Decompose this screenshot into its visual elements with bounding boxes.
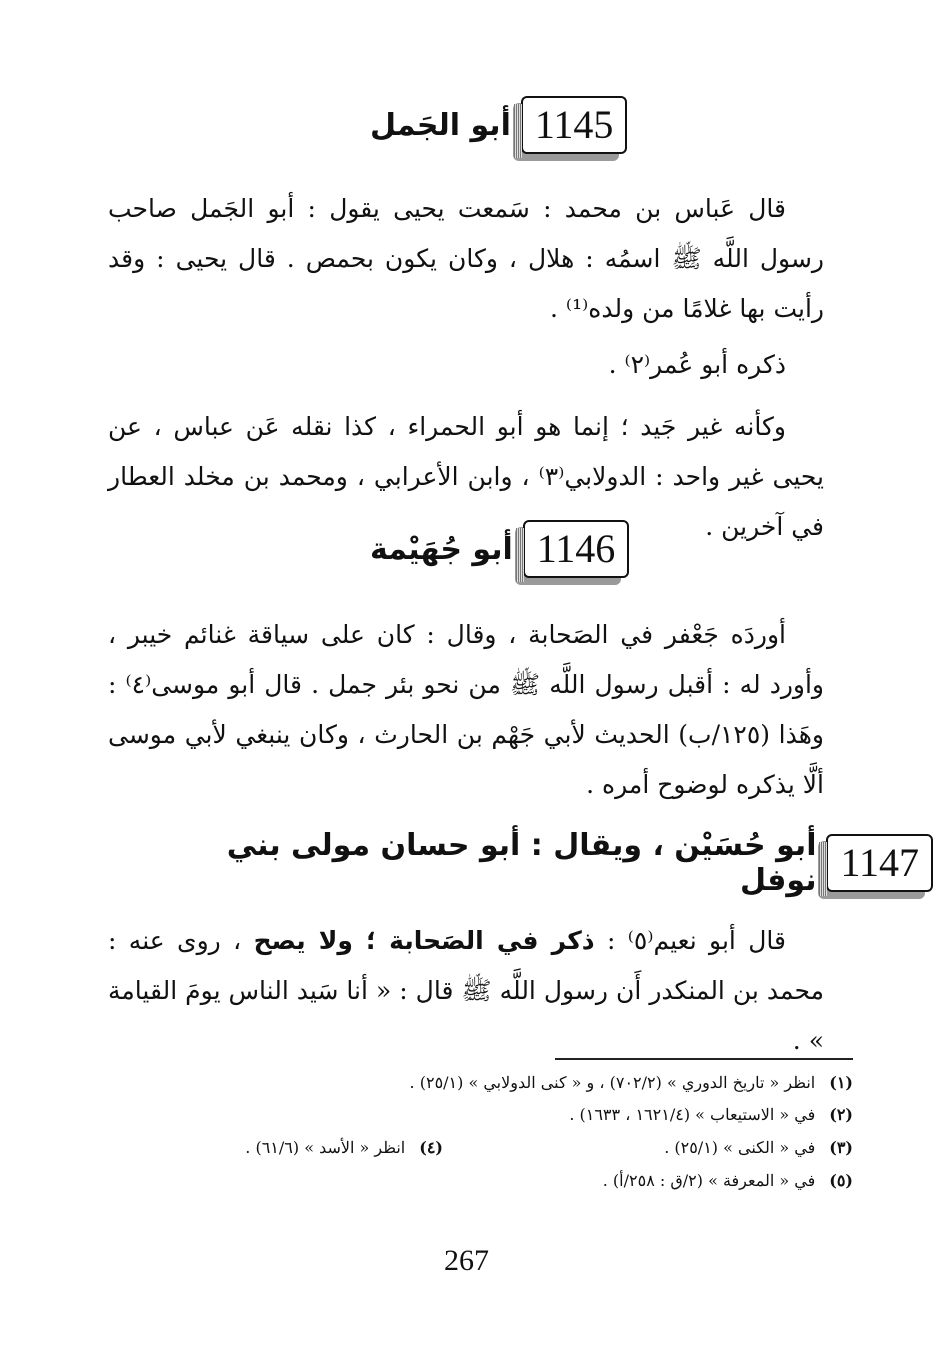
footnote-text: في « الاستيعاب » (١٦٢١/٤ ، ١٦٣٣) . [569, 1105, 816, 1124]
paragraph-text: ، روى عنه : محمد بن المنكدر أَن رسول اللَّه ﷺ قال : « أنا سَيد الناس يومَ القيامة » . [108, 926, 824, 1055]
footnote-text: انظر « تاريخ الدوري » (٧٠٢/٢) ، و « كنى الدولابي » (٢٥/١) . [409, 1073, 816, 1092]
entry-heading-1145 [370, 96, 627, 154]
entry-number: 1146 [536, 526, 616, 571]
footnote [245, 1137, 443, 1159]
footnote-number: (٤) [419, 1138, 443, 1157]
paragraph [108, 916, 824, 1066]
footnote-number: (٥) [829, 1171, 853, 1190]
footnote-number: (٣) [829, 1138, 853, 1157]
footnote [664, 1137, 853, 1159]
entry-heading-1146 [370, 520, 629, 578]
entry-title: أبو حُسَيْن ، ويقال : أبو حسان مولى بني نوفل [226, 828, 817, 898]
entry-number-box [521, 96, 628, 154]
footnote-text: في « المعرفة » (٢/ق : ٢٥٨/أ) . [602, 1171, 816, 1190]
paragraph: أوردَه جَعْفر في الصَحابة ، وقال : كان على سياقة غنائم خيبر ، وأورد له : أقبل رسول اللَّه ﷺ من نحو بئر جمل . قال أبو موسى⁽٤⁾ : وهَذا (١٢٥/ب) الحديث لأبي جَهْم بن الحارث ، وكان ينبغي لأبي موسى ألَّا يذكره لوضوح أمره . [108, 620, 825, 799]
entry-number-box [826, 834, 933, 892]
entry-title: أبو جُهَيْمة [370, 531, 513, 567]
entry-number: 1145 [534, 102, 614, 147]
footnote [410, 1072, 853, 1094]
entry-heading-1147 [155, 828, 933, 898]
footnote [603, 1170, 853, 1192]
entry-title: أبو الجَمل [370, 107, 511, 143]
paragraph: وكأنه غير جَيد ؛ إنما هو أبو الحمراء ، كذا نقله عَن عباس ، عن يحيى غير واحد : الدولابي⁽٣⁾ ، وابن الأعرابي ، ومحمد بن مخلد العطار في آخرين . [108, 412, 824, 541]
entry-number: 1147 [840, 840, 919, 885]
page-number: 267 [444, 1244, 489, 1277]
footnote-text: في « الكنى » (٢٥/١) . [664, 1138, 816, 1157]
footnote-separator [555, 1058, 853, 1060]
paragraph: ذكره أبو عُمر⁽٢⁾ . [608, 350, 786, 379]
paragraph-bold-text: ذكر في الصَحابة ؛ ولا يصح [253, 926, 595, 955]
entry-number-box [523, 520, 630, 578]
paragraph: قال عَباس بن محمد : سَمعت يحيى يقول : أبو الجَمل صاحب رسول اللَّه ﷺ اسمُه : هلال ، وكان يكون بحمص . قال يحيى : وقد رأيت بها غلامًا من ولده⁽¹⁾ . [108, 194, 824, 323]
footnote-text: انظر « الأسد » (٦١/٦) . [245, 1138, 406, 1157]
footnote-number: (١) [829, 1073, 853, 1092]
footnote [569, 1104, 853, 1126]
paragraph-text: قال أبو نعيم⁽٥⁾ : [594, 926, 786, 955]
footnote-number: (٢) [829, 1105, 853, 1124]
